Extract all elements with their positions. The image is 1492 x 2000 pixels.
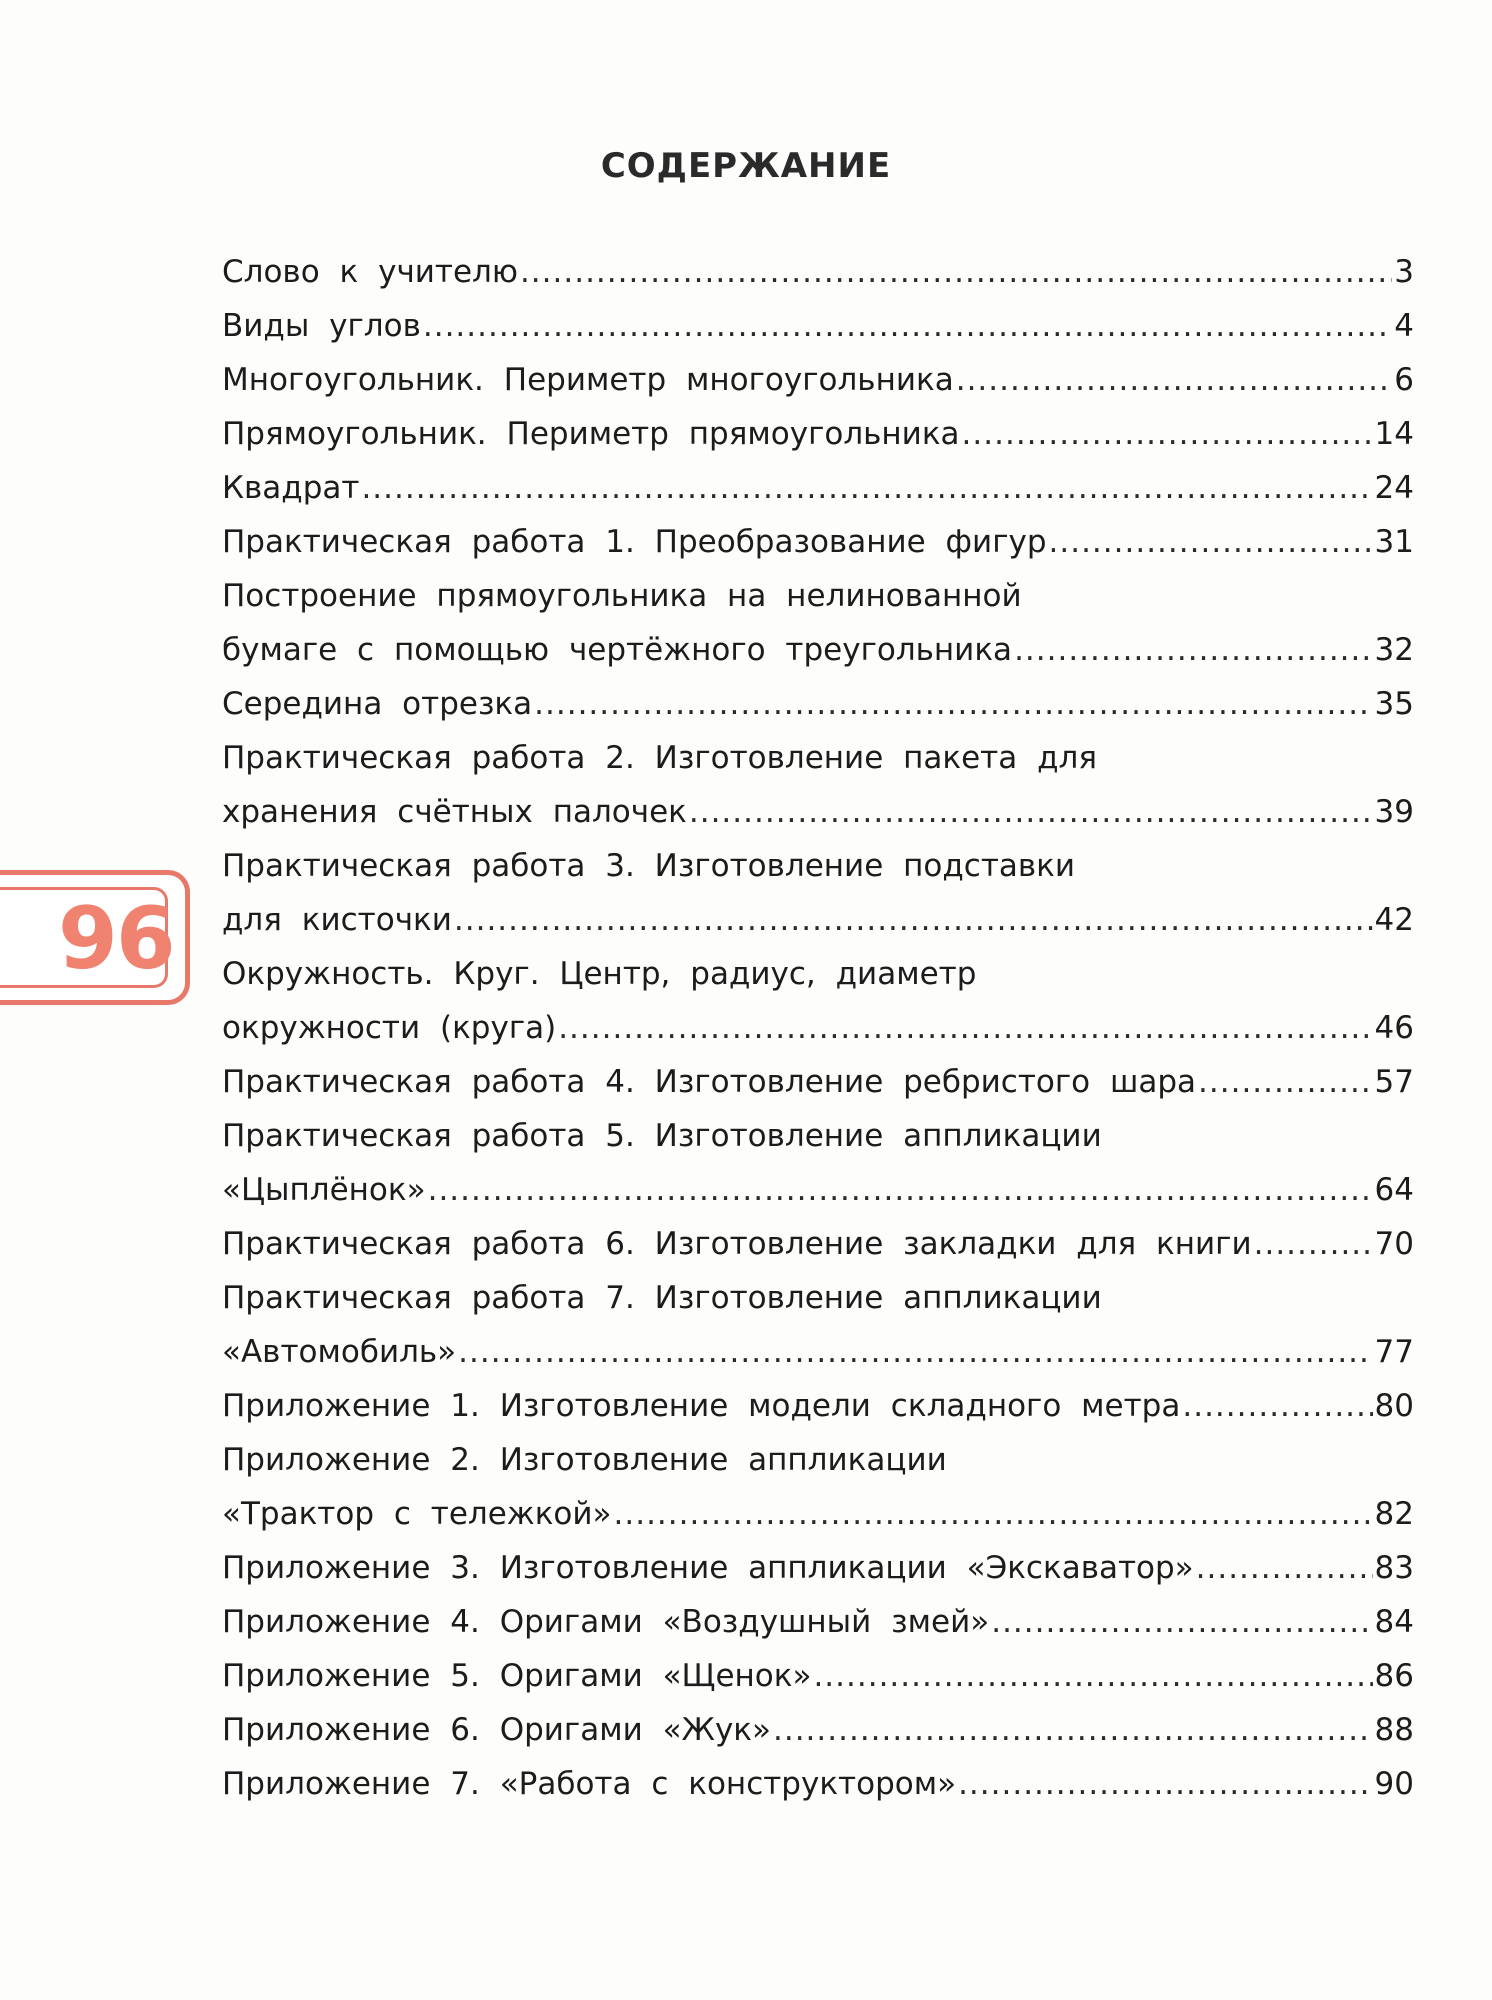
toc-entry-title: Построение прямоугольника на нелинованной [222,578,1022,614]
toc-entry-title: Приложение 3. Изготовление аппликации «Экскаватор» [222,1550,1194,1586]
toc-dot-leader [1196,1541,1373,1595]
toc-dot-leader [1182,1379,1372,1433]
toc-dot-leader [520,245,1392,299]
toc-entry[interactable] [222,1001,1414,1055]
toc-entry-continued [222,947,1414,1001]
toc-dot-leader [958,1757,1372,1811]
toc-entry[interactable] [222,623,1414,677]
toc-dot-leader [813,1649,1372,1703]
toc-entry-title: Слово к учителю [222,254,518,290]
toc-dot-leader [558,1001,1372,1055]
toc-entry-title: Приложение 6. Оригами «Жук» [222,1712,771,1748]
toc-entry[interactable] [222,1595,1414,1649]
toc-dot-leader [1049,515,1373,569]
toc-entry-title: бумаге с помощью чертёжного треугольника [222,632,1013,668]
toc-entry-continued [222,569,1414,623]
toc-dot-leader [454,893,1373,947]
toc-entry[interactable] [222,1217,1414,1271]
page-number-badge [0,870,190,1005]
toc-entry-page-number: 70 [1374,1226,1414,1262]
toc-entry-page-number: 84 [1374,1604,1414,1640]
toc-entry[interactable] [222,785,1414,839]
toc-entry[interactable] [222,1649,1414,1703]
toc-entry-page-number: 35 [1374,686,1414,722]
table-of-contents [222,245,1414,1811]
toc-entry[interactable] [222,1379,1414,1433]
toc-entry[interactable] [222,299,1414,353]
toc-entry-page-number: 64 [1374,1172,1414,1208]
toc-entry-title: Приложение 5. Оригами «Щенок» [222,1658,812,1694]
toc-entry-title: Практическая работа 7. Изготовление аппликации [222,1280,1102,1316]
toc-entry[interactable] [222,1325,1414,1379]
toc-entry-page-number: 82 [1374,1496,1414,1532]
toc-entry-title: Приложение 1. Изготовление модели складного метра [222,1388,1181,1424]
toc-entry-continued [222,1109,1414,1163]
toc-entry-page-number: 24 [1374,470,1414,506]
toc-entry-page-number: 88 [1374,1712,1414,1748]
page-number: 96 [58,889,174,989]
toc-dot-leader [773,1703,1373,1757]
toc-entry-title: хранения счётных палочек [222,794,687,830]
toc-entry-page-number: 42 [1374,902,1414,938]
toc-entry-page-number: 6 [1394,362,1414,398]
toc-entry-title: Приложение 7. «Работа с конструктором» [222,1766,957,1802]
toc-entry-page-number: 57 [1374,1064,1414,1100]
toc-entry[interactable] [222,1055,1414,1109]
toc-entry-page-number: 4 [1394,308,1414,344]
toc-entry[interactable] [222,461,1414,515]
toc-dot-leader [1014,623,1372,677]
toc-entry-title: Приложение 2. Изготовление аппликации [222,1442,947,1478]
toc-entry-title: «Автомобиль» [222,1334,457,1370]
toc-entry-title: Прямоугольник. Периметр прямоугольника [222,416,960,452]
toc-dot-leader [361,461,1372,515]
toc-entry-title: Приложение 4. Оригами «Воздушный змей» [222,1604,990,1640]
toc-entry-page-number: 80 [1374,1388,1414,1424]
toc-entry-title: окружности (круга) [222,1010,557,1046]
toc-entry-page-number: 3 [1394,254,1414,290]
toc-entry-title: Виды углов [222,308,421,344]
toc-entry-continued [222,1271,1414,1325]
toc-dot-leader [423,299,1392,353]
toc-entry-page-number: 32 [1374,632,1414,668]
toc-entry-page-number: 90 [1374,1766,1414,1802]
toc-dot-leader [534,677,1372,731]
toc-dot-leader [428,1163,1373,1217]
toc-dot-leader [1254,1217,1373,1271]
toc-entry[interactable] [222,1487,1414,1541]
toc-entry-continued [222,731,1414,785]
toc-entry-page-number: 46 [1374,1010,1414,1046]
toc-entry-continued [222,839,1414,893]
page-title: СОДЕРЖАНИЕ [600,146,892,186]
toc-entry[interactable] [222,677,1414,731]
toc-entry-title: для кисточки [222,902,452,938]
toc-dot-leader [689,785,1373,839]
toc-entry-title: Окружность. Круг. Центр, радиус, диаметр [222,956,977,992]
toc-dot-leader [458,1325,1372,1379]
toc-entry[interactable] [222,1703,1414,1757]
toc-dot-leader [614,1487,1373,1541]
toc-entry[interactable] [222,515,1414,569]
toc-entry-title: Практическая работа 6. Изготовление закладки для книги [222,1226,1252,1262]
toc-entry-continued [222,1433,1414,1487]
toc-entry[interactable] [222,1163,1414,1217]
toc-entry[interactable] [222,353,1414,407]
toc-entry[interactable] [222,1757,1414,1811]
toc-entry-page-number: 77 [1374,1334,1414,1370]
toc-entry-page-number: 86 [1374,1658,1414,1694]
toc-entry-page-number: 31 [1374,524,1414,560]
toc-entry-title: Практическая работа 1. Преобразование фигур [222,524,1047,560]
toc-entry-title: Практическая работа 5. Изготовление аппликации [222,1118,1102,1154]
toc-entry-title: Практическая работа 3. Изготовление подставки [222,848,1076,884]
toc-entry-title: «Трактор с тележкой» [222,1496,612,1532]
toc-entry-page-number: 14 [1374,416,1414,452]
toc-entry-title: Многоугольник. Периметр многоугольника [222,362,954,398]
toc-entry-title: Середина отрезка [222,686,533,722]
toc-dot-leader [1198,1055,1373,1109]
toc-dot-leader [962,407,1373,461]
toc-entry-page-number: 83 [1374,1550,1414,1586]
toc-entry[interactable] [222,245,1414,299]
toc-dot-leader [991,1595,1372,1649]
toc-entry[interactable] [222,407,1414,461]
toc-entry-title: Практическая работа 2. Изготовление пакета для [222,740,1097,776]
toc-entry[interactable] [222,1541,1414,1595]
toc-dot-leader [956,353,1393,407]
toc-entry-title: Квадрат [222,470,360,506]
toc-entry-title: Практическая работа 4. Изготовление ребристого шара [222,1064,1197,1100]
toc-entry-title: «Цыплёнок» [222,1172,426,1208]
toc-entry[interactable] [222,893,1414,947]
toc-entry-page-number: 39 [1374,794,1414,830]
